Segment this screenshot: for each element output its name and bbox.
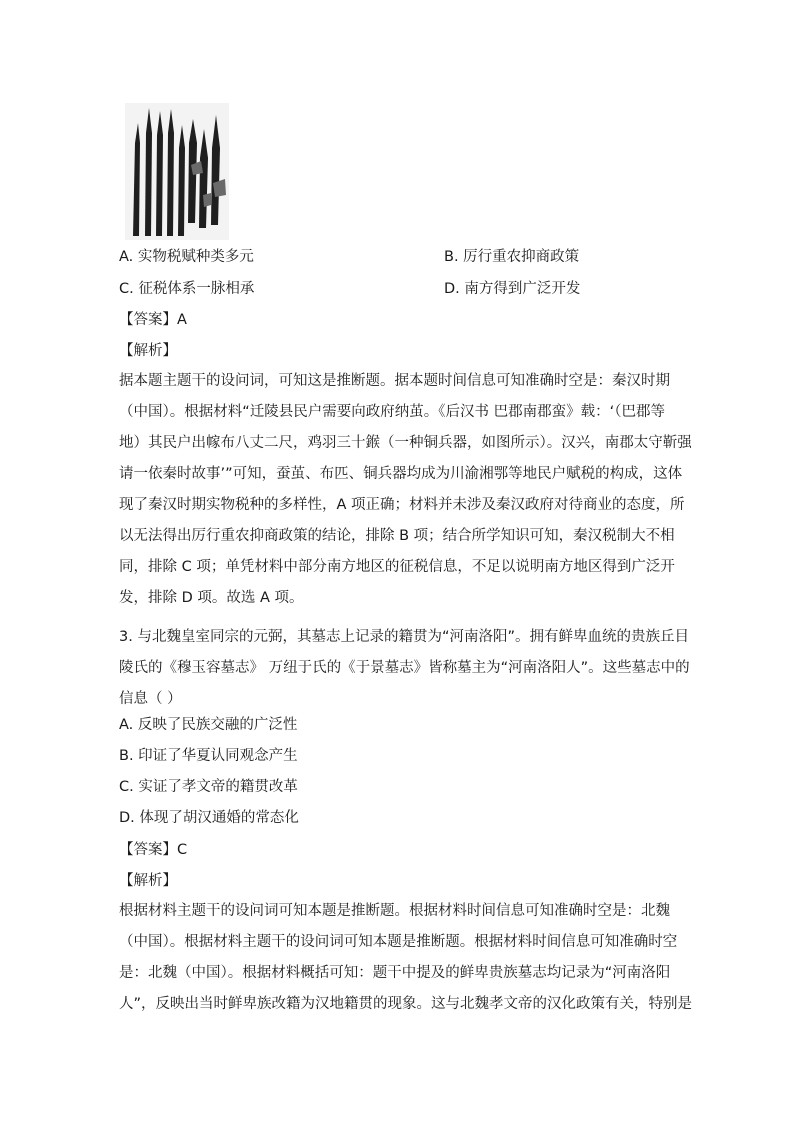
q2-analysis-label: 【解析】 — [119, 343, 177, 359]
q3-analysis-line: （中国）。根据材料主题干的设问词可知本题是推断题。根据材料时间信息可知准确时空 — [119, 934, 678, 950]
q3-option-c: C. 实证了孝文帝的籍贯改革 — [119, 779, 298, 795]
q2-option-c: C. 征税体系一脉相承 — [119, 281, 255, 297]
q3-option-a: A. 反映了民族交融的广泛性 — [119, 717, 298, 733]
q2-analysis-line: 地）其民户出幏布八丈二尺，鸡羽三十鍭（一种铜兵器，如图所示）。汉兴，南郡太守靳强 — [119, 435, 692, 451]
q2-analysis-line: 发，排除 D 项。故选 A 项。 — [119, 590, 304, 606]
q3-option-b: B. 印证了华夏认同观念产生 — [119, 748, 298, 764]
q2-analysis-text — [119, 366, 692, 614]
q2-analysis-line: （中国）。根据材料“迁陵县民户需要向政府纳茧。《后汉书 巴郡南郡蛮》载：‘（巴郡等 — [119, 404, 665, 420]
q3-analysis-label: 【解析】 — [119, 873, 177, 889]
q3-analysis-text — [119, 896, 693, 1020]
q2-option-d: D. 南方得到广泛开发 — [444, 281, 581, 297]
q3-analysis-line: 人”，反映出当时鲜卑族改籍为汉地籍贯的现象。这与北魏孝文帝的汉化政策有关，特别是 — [119, 996, 693, 1012]
q3-analysis-line: 是：北魏（中国）。根据材料概括可知：题干中提及的鲜卑贵族墓志均记录为“河南洛阳 — [119, 965, 671, 981]
q3-stem — [119, 622, 690, 715]
bronze-arrowheads-image — [125, 103, 229, 240]
q3-stem-line: 3. 与北魏皇室同宗的元弼，其墓志上记录的籍贯为“河南洛阳”。拥有鲜卑血统的贵族丘目 — [119, 629, 689, 645]
q3-stem-line: 陵氏的《穆玉容墓志》 万纽于氏的《于景墓志》皆称墓主为“河南洛阳人”。这些墓志中的 — [119, 660, 690, 676]
q3-answer: 【答案】C — [119, 842, 188, 858]
q3-stem-line: 信息（ ） — [119, 691, 182, 707]
q2-analysis-line: 请一依秦时故事’”可知，蚕茧、布匹、铜兵器均成为川渝湘鄂等地民户赋税的构成，这体 — [119, 466, 683, 482]
q3-analysis-line: 根据材料主题干的设问词可知本题是推断题。根据材料时间信息可知准确时空是：北魏 — [119, 903, 670, 919]
q2-analysis-line: 现了秦汉时期实物税种的多样性，A 项正确；材料并未涉及秦汉政府对待商业的态度，所 — [119, 497, 685, 513]
q2-analysis-line: 据本题主题干的设问词，可知这是推断题。据本题时间信息可知准确时空是：秦汉时期 — [119, 373, 670, 389]
q2-analysis-line: 同，排除 C 项；单凭材料中部分南方地区的征税信息，不足以说明南方地区得到广泛开 — [119, 559, 675, 575]
q3-option-d: D. 体现了胡汉通婚的常态化 — [119, 810, 299, 826]
q2-analysis-line: 以无法得出厉行重农抑商政策的结论，排除 B 项；结合所学知识可知，秦汉税制大不相 — [119, 528, 675, 544]
q2-option-a: A. 实物税赋种类多元 — [119, 249, 254, 265]
q2-option-b: B. 厉行重农抑商政策 — [444, 249, 580, 265]
q2-answer: 【答案】A — [119, 312, 187, 328]
